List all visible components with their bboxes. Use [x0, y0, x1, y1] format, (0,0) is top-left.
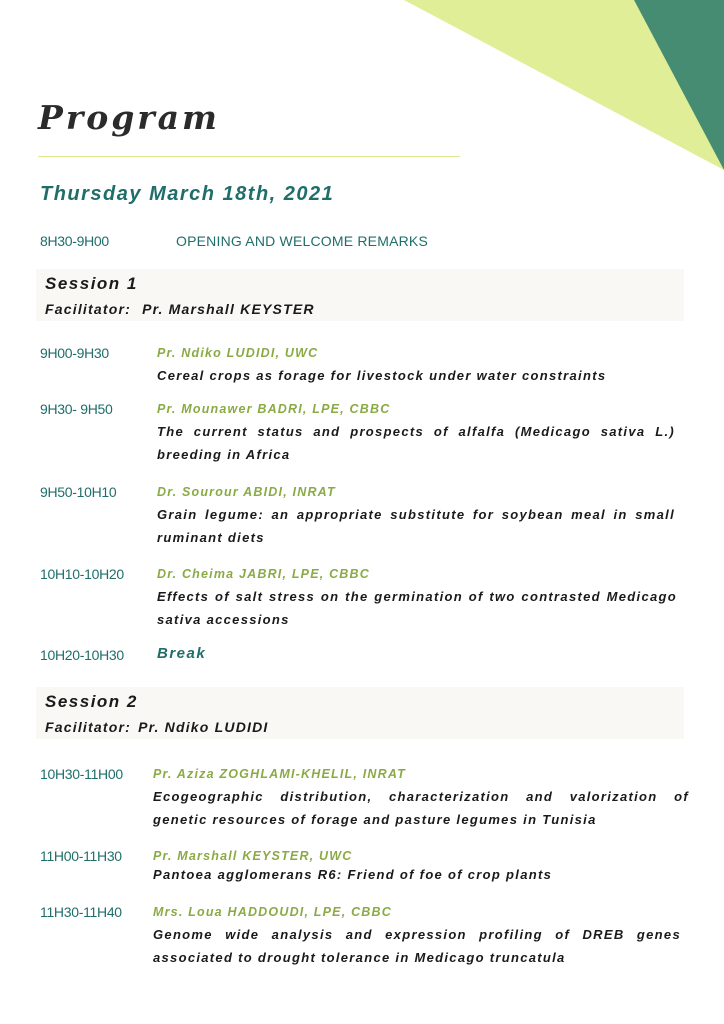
facilitator-label: Facilitator: — [45, 719, 131, 735]
talk-speaker: Pr. Aziza ZOGHLAMI-KHELIL, INRAT — [153, 767, 406, 781]
day-heading: Thursday March 18th, 2021 — [40, 183, 335, 205]
session-1-facilitator — [45, 301, 315, 317]
page-title: Program — [38, 98, 220, 137]
talk-speaker: Pr. Marshall KEYSTER, UWC — [153, 849, 353, 863]
talk-time: 10H30-11H00 — [40, 766, 123, 782]
break-time: 10H20-10H30 — [40, 647, 124, 663]
talk-speaker: Pr. Ndiko LUDIDI, UWC — [157, 346, 319, 360]
title-divider — [38, 156, 460, 157]
talk-title: Effects of salt stress on the germination of two contrasted Medicago sativa accessions — [157, 589, 677, 627]
talk-time: 11H00-11H30 — [40, 848, 122, 864]
talk-title: Pantoea agglomerans R6: Friend of foe of crop plants — [153, 867, 553, 882]
talk-title: The current status and prospects of alfalfa (Medicago sativa L.) breeding in Africa — [157, 424, 675, 462]
opening-time: 8H30-9H00 — [40, 233, 109, 249]
talk-title: Grain legume: an appropriate substitute for soybean meal in small ruminant diets — [157, 507, 675, 545]
talk-time: 9H00-9H30 — [40, 345, 109, 361]
talk-title: Ecogeographic distribution, characterization and valorization of genetic resources of forage and pasture legumes in Tunisia — [153, 789, 689, 827]
session-2-name: Session 2 — [45, 692, 138, 711]
session-1-name: Session 1 — [45, 274, 138, 293]
facilitator-label: Facilitator: — [45, 301, 131, 317]
session-2-header — [36, 687, 684, 739]
talk-speaker: Dr. Cheima JABRI, LPE, CBBC — [157, 567, 370, 581]
talk-speaker: Mrs. Loua HADDOUDI, LPE, CBBC — [153, 905, 392, 919]
session-2-facilitator — [45, 719, 269, 735]
session-1-header — [36, 269, 684, 321]
talk-title: Cereal crops as forage for livestock under water constraints — [157, 368, 607, 383]
facilitator-name: Pr. Marshall KEYSTER — [142, 301, 315, 317]
talk-time: 10H10-10H20 — [40, 566, 124, 582]
facilitator-name: Pr. Ndiko LUDIDI — [138, 719, 269, 735]
break-label: Break — [157, 645, 207, 662]
talk-speaker: Pr. Mounawer BADRI, LPE, CBBC — [157, 402, 391, 416]
talk-time: 11H30-11H40 — [40, 904, 122, 920]
talk-time: 9H50-10H10 — [40, 484, 117, 500]
talk-speaker: Dr. Sourour ABIDI, INRAT — [157, 485, 336, 499]
talk-time: 9H30- 9H50 — [40, 401, 113, 417]
talk-title: Genome wide analysis and expression profiling of DREB genes associated to drought tolerance in Medicago truncatula — [153, 927, 681, 965]
opening-label: OPENING AND WELCOME REMARKS — [176, 233, 428, 249]
